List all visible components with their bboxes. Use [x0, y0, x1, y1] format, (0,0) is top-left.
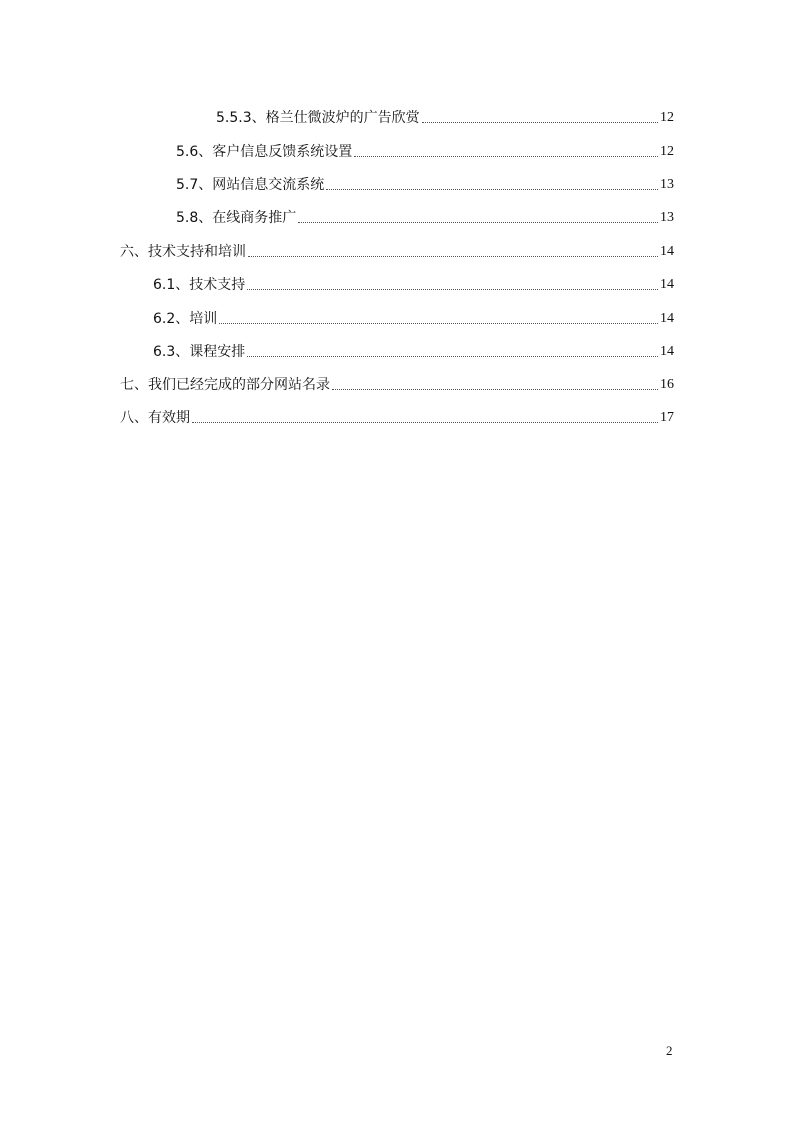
toc-entry-page: 13: [660, 177, 674, 192]
toc-entry[interactable]: [0, 306, 674, 328]
toc-entry-title: 5.8、在线商务推广: [176, 210, 297, 226]
toc-entry-page: 14: [660, 344, 674, 359]
toc-dot-leader: [326, 187, 658, 190]
toc-dot-leader: [332, 387, 658, 390]
toc-entry-title: 5.6、客户信息反馈系统设置: [176, 144, 353, 160]
toc-entry-title: 5.5.3、格兰仕微波炉的广告欣赏: [216, 110, 420, 126]
toc-entry-title: 6.2、培训: [153, 311, 218, 327]
toc-entry[interactable]: [0, 405, 674, 427]
toc-dot-leader: [298, 220, 658, 223]
toc-entry-title: 八、有效期: [120, 410, 190, 426]
toc-entry[interactable]: [0, 239, 674, 261]
toc-entry-page: 14: [660, 311, 674, 326]
toc-entry[interactable]: [0, 339, 674, 361]
toc-dot-leader: [422, 120, 658, 123]
toc-entry[interactable]: [0, 372, 674, 394]
toc-dot-leader: [247, 287, 658, 290]
toc-dot-leader: [354, 154, 658, 157]
toc-entry-title: 6.1、技术支持: [153, 277, 246, 293]
toc-entry-page: 17: [660, 410, 674, 425]
toc-entry-title: 六、技术支持和培训: [120, 244, 246, 260]
toc-entry-page: 12: [660, 110, 674, 125]
toc-entry-page: 14: [660, 244, 674, 259]
toc-entry-page: 14: [660, 277, 674, 292]
toc-entry-page: 16: [660, 377, 674, 392]
page-number: 2: [666, 1043, 673, 1058]
toc-dot-leader: [247, 354, 658, 357]
toc-entry-title: 6.3、课程安排: [153, 344, 246, 360]
toc-entry[interactable]: [0, 272, 674, 294]
toc-entry[interactable]: [0, 205, 674, 227]
toc-entry[interactable]: [0, 139, 674, 161]
toc-entry-title: 5.7、网站信息交流系统: [176, 177, 325, 193]
toc-entry[interactable]: [0, 172, 674, 194]
toc-dot-leader: [219, 321, 658, 324]
toc-entry[interactable]: [0, 105, 674, 127]
toc-dot-leader: [248, 254, 658, 257]
toc-dot-leader: [192, 420, 658, 423]
toc-entry-page: 13: [660, 210, 674, 225]
toc-entry-page: 12: [660, 144, 674, 159]
toc-entry-title: 七、我们已经完成的部分网站名录: [120, 377, 330, 393]
